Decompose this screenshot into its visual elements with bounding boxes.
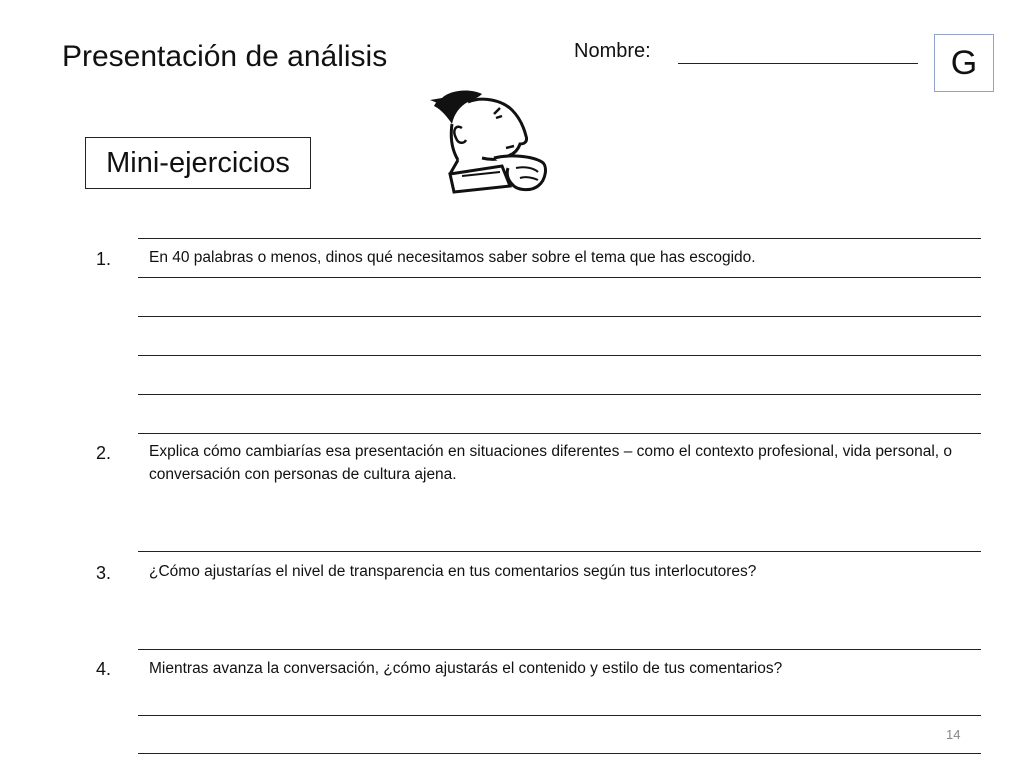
answer-line[interactable]: [138, 649, 981, 650]
thinking-man-icon: [420, 88, 552, 204]
answer-line[interactable]: [138, 715, 981, 716]
answer-line: [138, 433, 981, 434]
question-text: Mientras avanza la conversación, ¿cómo ajustarás el contenido y estilo de tus comentarios?: [149, 660, 783, 677]
letter-badge: G: [934, 34, 994, 92]
answer-line[interactable]: [138, 394, 981, 395]
question-number: 3.: [96, 563, 112, 583]
page-title: Presentación de análisis: [62, 40, 388, 73]
question-number: 1.: [96, 249, 112, 269]
section-label-box: Mini-ejercicios: [85, 137, 311, 189]
answer-line[interactable]: [138, 355, 981, 356]
question-text: En 40 palabras o menos, dinos qué necesitamos saber sobre el tema que has escogido.: [149, 249, 756, 266]
name-field-line[interactable]: [678, 63, 918, 64]
name-label: Nombre:: [574, 40, 651, 62]
question-text: Explica cómo cambiarías esa presentación en situaciones diferentes – como el contexto profesional, vida personal, o conversación con personas de cultura ajena.: [149, 443, 953, 483]
question-number: 2.: [96, 443, 112, 463]
answer-line[interactable]: [138, 551, 981, 552]
answer-line[interactable]: [138, 753, 981, 754]
answer-line: [138, 238, 981, 239]
question-text: ¿Cómo ajustarías el nivel de transparencia en tus comentarios según tus interlocutores?: [149, 563, 757, 580]
question-number: 4.: [96, 659, 112, 679]
page-number: 14: [946, 727, 961, 742]
answer-line[interactable]: [138, 277, 981, 278]
answer-line[interactable]: [138, 316, 981, 317]
